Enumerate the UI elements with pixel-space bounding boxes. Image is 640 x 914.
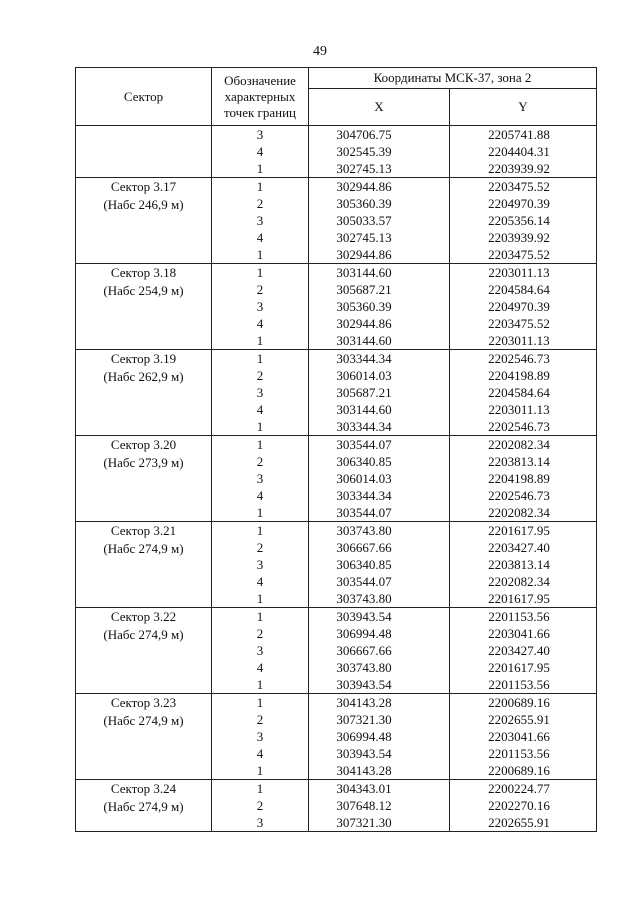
y-coordinate: 2204584.64 xyxy=(488,385,550,400)
point-designation: 1 xyxy=(256,265,264,280)
x-coordinate-cell xyxy=(309,350,450,436)
x-coordinate: 302944.86 xyxy=(336,179,392,194)
y-coordinate-cell xyxy=(450,780,597,832)
sector-altitude: (Набс 274,9 м) xyxy=(103,799,184,814)
x-coordinate: 303144.60 xyxy=(336,265,392,280)
y-coordinate: 2205741.88 xyxy=(488,127,550,142)
point-designation: 1 xyxy=(256,781,264,796)
point-designation: 1 xyxy=(256,677,264,692)
sector-altitude: (Набс 274,9 м) xyxy=(103,541,184,556)
x-coordinate: 305033.57 xyxy=(336,213,392,228)
table-row xyxy=(76,608,597,694)
point-designation: 1 xyxy=(256,333,264,348)
x-coordinate: 307321.30 xyxy=(336,815,392,830)
y-coordinate: 2202082.34 xyxy=(488,437,550,452)
x-coordinate: 307321.30 xyxy=(336,712,392,727)
y-coordinate: 2203939.92 xyxy=(488,230,550,245)
point-designation: 4 xyxy=(256,402,264,417)
x-coordinate: 304343.01 xyxy=(336,781,392,796)
x-coordinate: 303743.80 xyxy=(336,591,392,606)
sector-cell xyxy=(76,780,212,832)
y-coordinate: 2203011.13 xyxy=(488,333,550,348)
x-coordinate: 302545.39 xyxy=(336,144,392,159)
y-coordinate: 2201617.95 xyxy=(488,523,550,538)
x-coordinate: 303144.60 xyxy=(336,333,392,348)
x-coordinate: 306340.85 xyxy=(336,557,392,572)
point-designation: 1 xyxy=(256,419,264,434)
coordinates-table xyxy=(75,67,597,832)
y-coordinate: 2204198.89 xyxy=(488,471,550,486)
point-designation: 1 xyxy=(256,161,264,176)
point-designation: 1 xyxy=(256,609,264,624)
y-coordinate: 2201153.56 xyxy=(488,609,550,624)
x-coordinate: 303344.34 xyxy=(336,488,392,503)
point-designation-cell xyxy=(212,350,309,436)
sector-name: Сектор 3.24 xyxy=(110,781,177,796)
y-coordinate: 2204404.31 xyxy=(488,144,550,159)
header-coordinates: Координаты МСК-37, зона 2 xyxy=(309,68,597,89)
y-coordinate: 2201617.95 xyxy=(488,591,550,606)
x-coordinate: 305360.39 xyxy=(336,299,392,314)
point-designation-cell xyxy=(212,178,309,264)
x-coordinate: 303743.80 xyxy=(336,660,392,675)
x-coordinate: 304143.28 xyxy=(336,695,392,710)
x-coordinate: 302745.13 xyxy=(336,230,392,245)
x-coordinate-cell xyxy=(309,522,450,608)
point-designation: 4 xyxy=(256,660,264,675)
y-coordinate: 2203475.52 xyxy=(488,179,550,194)
y-coordinate: 2204970.39 xyxy=(488,196,550,211)
sector-cell xyxy=(76,522,212,608)
x-coordinate: 303544.07 xyxy=(336,437,392,452)
table-row xyxy=(76,178,597,264)
x-coordinate-cell xyxy=(309,178,450,264)
x-coordinate: 303743.80 xyxy=(336,523,392,538)
y-coordinate: 2204584.64 xyxy=(488,282,550,297)
y-coordinate: 2202655.91 xyxy=(488,815,550,830)
table-header xyxy=(76,68,597,126)
page-number: 49 xyxy=(313,44,327,59)
y-coordinate: 2201153.56 xyxy=(488,677,550,692)
point-designation: 3 xyxy=(256,643,264,658)
table-row xyxy=(76,350,597,436)
x-coordinate: 306340.85 xyxy=(336,454,392,469)
point-designation: 2 xyxy=(256,368,264,383)
point-designation: 1 xyxy=(256,505,264,520)
x-coordinate: 305360.39 xyxy=(336,196,392,211)
y-coordinate: 2202546.73 xyxy=(488,351,550,366)
x-coordinate: 304706.75 xyxy=(336,127,392,142)
point-designation: 1 xyxy=(256,523,264,538)
point-designation: 2 xyxy=(256,626,264,641)
x-coordinate: 303943.54 xyxy=(336,746,392,761)
sector-cell xyxy=(76,608,212,694)
point-designation: 2 xyxy=(256,454,264,469)
point-designation: 1 xyxy=(256,695,264,710)
y-coordinate: 2202546.73 xyxy=(488,488,550,503)
y-coordinate-cell xyxy=(450,608,597,694)
y-coordinate: 2203475.52 xyxy=(488,316,550,331)
y-coordinate: 2203427.40 xyxy=(488,643,550,658)
point-designation-cell xyxy=(212,694,309,780)
y-coordinate: 2200689.16 xyxy=(488,695,550,710)
x-coordinate: 306014.03 xyxy=(336,471,392,486)
sector-name: Сектор 3.23 xyxy=(110,695,177,710)
sector-name: Сектор 3.18 xyxy=(110,265,177,280)
point-designation: 4 xyxy=(256,316,264,331)
x-coordinate: 303943.54 xyxy=(336,609,392,624)
sector-cell xyxy=(76,350,212,436)
header-x: X xyxy=(309,89,450,126)
sector-altitude: (Набс 274,9 м) xyxy=(103,713,184,728)
x-coordinate-cell xyxy=(309,264,450,350)
point-designation: 4 xyxy=(256,574,264,589)
y-coordinate: 2203813.14 xyxy=(488,557,550,572)
table-row xyxy=(76,436,597,522)
sector-cell xyxy=(76,126,212,178)
y-coordinate: 2202546.73 xyxy=(488,419,550,434)
y-coordinate-cell xyxy=(450,264,597,350)
x-coordinate: 303544.07 xyxy=(336,574,392,589)
point-designation-cell xyxy=(212,126,309,178)
point-designation-cell xyxy=(212,780,309,832)
sector-name: Сектор 3.20 xyxy=(110,437,177,452)
x-coordinate: 303544.07 xyxy=(336,505,392,520)
x-coordinate: 302944.86 xyxy=(336,247,392,262)
y-coordinate-cell xyxy=(450,350,597,436)
x-coordinate-cell xyxy=(309,126,450,178)
sector-altitude: (Набс 254,9 м) xyxy=(103,283,184,298)
sector-altitude: (Набс 274,9 м) xyxy=(103,627,184,642)
y-coordinate: 2202655.91 xyxy=(488,712,550,727)
x-coordinate: 306667.66 xyxy=(336,643,392,658)
point-designation: 3 xyxy=(256,729,264,744)
sector-altitude: (Набс 262,9 м) xyxy=(103,369,184,384)
x-coordinate: 304143.28 xyxy=(336,763,392,778)
x-coordinate: 307648.12 xyxy=(336,798,392,813)
y-coordinate: 2205356.14 xyxy=(488,213,550,228)
point-designation: 1 xyxy=(256,437,264,452)
table-row xyxy=(76,264,597,350)
y-coordinate: 2202082.34 xyxy=(488,505,550,520)
x-coordinate: 302745.13 xyxy=(336,161,392,176)
point-designation: 2 xyxy=(256,196,264,211)
y-coordinate-cell xyxy=(450,178,597,264)
y-coordinate: 2204198.89 xyxy=(488,368,550,383)
point-designation: 2 xyxy=(256,712,264,727)
point-designation: 3 xyxy=(256,299,264,314)
point-designation: 1 xyxy=(256,247,264,262)
point-designation: 2 xyxy=(256,798,264,813)
point-designation-cell xyxy=(212,436,309,522)
point-designation: 4 xyxy=(256,144,264,159)
x-coordinate-cell xyxy=(309,694,450,780)
point-designation: 1 xyxy=(256,591,264,606)
y-coordinate: 2203427.40 xyxy=(488,540,550,555)
point-designation: 3 xyxy=(256,471,264,486)
point-designation: 3 xyxy=(256,213,264,228)
point-designation: 1 xyxy=(256,179,264,194)
y-coordinate: 2203041.66 xyxy=(488,729,550,744)
point-designation: 1 xyxy=(256,763,264,778)
point-designation: 4 xyxy=(256,230,264,245)
y-coordinate: 2200689.16 xyxy=(488,763,550,778)
x-coordinate-cell xyxy=(309,436,450,522)
x-coordinate: 302944.86 xyxy=(336,316,392,331)
table-row xyxy=(76,694,597,780)
x-coordinate: 306994.48 xyxy=(336,626,392,641)
point-designation: 3 xyxy=(256,815,264,830)
sector-altitude: (Набс 246,9 м) xyxy=(103,197,184,212)
point-designation: 3 xyxy=(256,385,264,400)
y-coordinate: 2203813.14 xyxy=(488,454,550,469)
sector-cell xyxy=(76,178,212,264)
x-coordinate: 305687.21 xyxy=(336,385,392,400)
point-designation: 3 xyxy=(256,557,264,572)
x-coordinate: 305687.21 xyxy=(336,282,392,297)
x-coordinate: 303344.34 xyxy=(336,351,392,366)
header-sector: Сектор xyxy=(76,68,212,126)
y-coordinate: 2202082.34 xyxy=(488,574,550,589)
y-coordinate: 2203011.13 xyxy=(488,265,550,280)
point-designation-cell xyxy=(212,608,309,694)
point-designation: 3 xyxy=(256,127,264,142)
sector-altitude: (Набс 273,9 м) xyxy=(103,455,184,470)
point-designation: 1 xyxy=(256,351,264,366)
header-y: Y xyxy=(450,89,597,126)
x-coordinate-cell xyxy=(309,608,450,694)
y-coordinate-cell xyxy=(450,694,597,780)
sector-name: Сектор 3.17 xyxy=(110,179,177,194)
y-coordinate-cell xyxy=(450,126,597,178)
y-coordinate-cell xyxy=(450,522,597,608)
sector-cell xyxy=(76,436,212,522)
table-row xyxy=(76,522,597,608)
x-coordinate: 306994.48 xyxy=(336,729,392,744)
sector-cell xyxy=(76,264,212,350)
point-designation-cell xyxy=(212,522,309,608)
y-coordinate: 2204970.39 xyxy=(488,299,550,314)
sector-name: Сектор 3.22 xyxy=(110,609,177,624)
x-coordinate: 303943.54 xyxy=(336,677,392,692)
point-designation-cell xyxy=(212,264,309,350)
table-row xyxy=(76,780,597,832)
y-coordinate: 2203939.92 xyxy=(488,161,550,176)
y-coordinate: 2203041.66 xyxy=(488,626,550,641)
x-coordinate: 306014.03 xyxy=(336,368,392,383)
y-coordinate: 2201153.56 xyxy=(488,746,550,761)
x-coordinate: 303344.34 xyxy=(336,419,392,434)
table-row xyxy=(76,126,597,178)
sector-cell xyxy=(76,694,212,780)
y-coordinate: 2203011.13 xyxy=(488,402,550,417)
y-coordinate: 2201617.95 xyxy=(488,660,550,675)
x-coordinate: 306667.66 xyxy=(336,540,392,555)
point-designation: 2 xyxy=(256,540,264,555)
y-coordinate: 2200224.77 xyxy=(488,781,550,796)
y-coordinate: 2202270.16 xyxy=(488,798,550,813)
y-coordinate-cell xyxy=(450,436,597,522)
sector-name: Сектор 3.19 xyxy=(110,351,177,366)
x-coordinate-cell xyxy=(309,780,450,832)
point-designation: 4 xyxy=(256,488,264,503)
sector-name: Сектор 3.21 xyxy=(110,523,177,538)
point-designation: 4 xyxy=(256,746,264,761)
point-designation: 2 xyxy=(256,282,264,297)
x-coordinate: 303144.60 xyxy=(336,402,392,417)
y-coordinate: 2203475.52 xyxy=(488,247,550,262)
header-point-designation: Обозначение характерных точек границ xyxy=(212,68,309,126)
table-body xyxy=(76,126,597,832)
